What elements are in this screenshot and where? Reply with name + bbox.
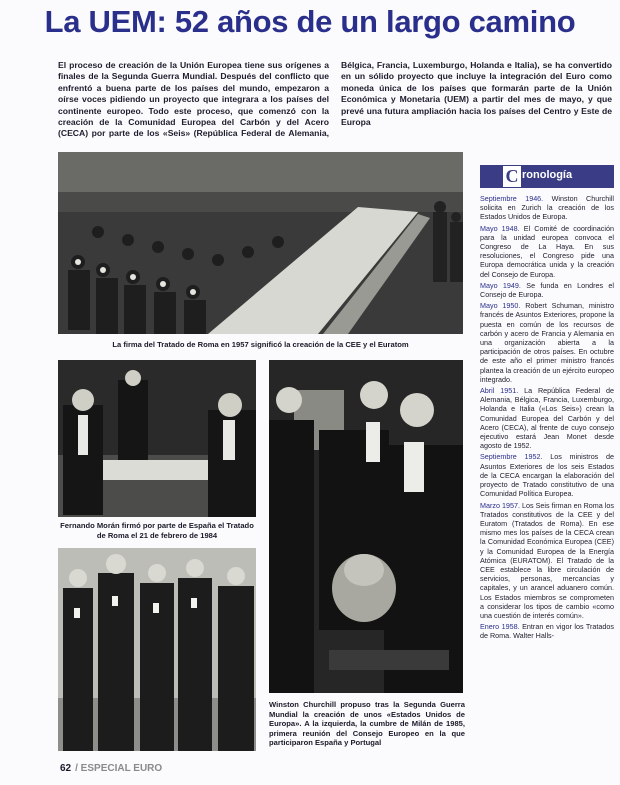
caption-treaty-of-rome: La firma del Tratado de Roma en 1957 significó la creación de la CEE y el Euratom	[112, 340, 409, 349]
page-title: La UEM: 52 años de un largo camino	[44, 4, 576, 39]
chronology-entry	[480, 622, 614, 640]
chronology-heading-text: ronología	[522, 169, 573, 181]
chronology-date: Septiembre 1946.	[480, 194, 544, 203]
chronology-date: Septiembre 1952.	[480, 452, 543, 462]
page-footer	[60, 763, 162, 774]
chronology-entry	[480, 501, 614, 621]
chronology-date: Mayo 1950.	[480, 301, 521, 311]
page-number: 62	[60, 763, 72, 774]
chronology-text: Entran en vigor los Tratados de Roma. Walter Halls-	[480, 622, 614, 641]
intro-paragraph: El proceso de creación de la Unión Europea tiene sus orígenes a finales de la Segunda Guerra Mundial. Después del conflicto que enfrentó a buena parte de los países del mundo, empezaron a oírse voces pidiendo un proyecto que integrara a los países del continente europeo. Todo este proceso, que comenzó con la creación de la Comunidad Europea del Carbón y del Acero (CECA) por parte de los «Seis» (República Federal de Alemania, Bélgica, Francia, Luxemburgo, Holanda e Italia), se ha convertido en un sólido proyecto que incluye la integración del Euro como moneda única de los países que formarán parte de la Unión Económica y Monetaria (UEM) a partir del mes de mayo, y que prevé una futura ampliación hacia los países del Centro y Este de Europa	[58, 60, 612, 139]
chronology-date: Mayo 1949.	[480, 280, 521, 290]
chronology-entry	[480, 224, 614, 279]
photo-milan-summit	[58, 548, 256, 751]
caption-winston-churchill: Winston Churchill propuso tras la Segunda Guerra Mundial la creación de unos «Estados Unidos de Europa». A la izquierda, la cumbre de Milán de 1985, primera reunión del Consejo Europeo en la que participaron España y Portugal	[269, 700, 465, 748]
chronology-text: Winston Churchill solicita en Zurich la creación de los Estados Unidos de Europa.	[480, 194, 614, 222]
chronology-entry	[480, 281, 614, 299]
chronology-heading	[480, 165, 614, 188]
chronology-text: Los Seis firman en Roma los Tratados constitutivos de la CEE y del Euratom (Tratados de Roma). En ese mismo mes los países de la CECA crean la Comunidad Económica Europea (CEE) y la Comunidad Europea de la Energía Atómica (EURATOM). El Tratado de la CEE establece la libre circulación de servicios, personas, mercancías y capitales, y un arancel aduanero común. Los Estados miembros se comprometen a considerar los tipos de cambio «como una cuestión de interés común».	[480, 500, 614, 620]
chronology-text: La República Federal de Alemania, Bélgica, Francia, Luxemburgo, Holanda e Italia («Los Seis») crean la Comunidad Europea del Carbón y del Acero (CECA), al frente de cuyo consejo ejecutivo estará Jean Monet desde agosto de 1952.	[480, 386, 614, 451]
caption-fernando-moran: Fernando Morán firmó por parte de España el Tratado de Roma el 21 de febrero de 1984	[60, 521, 254, 540]
photo-fernando-moran	[58, 360, 256, 517]
section-name: / ESPECIAL EURO	[75, 763, 163, 774]
chronology-entry	[480, 194, 614, 222]
chronology-date: Marzo 1957.	[480, 500, 520, 510]
chronology-date: Abril 1951.	[480, 386, 519, 396]
chronology-text: El Comité de coordinación para la unidad europea convoca el Congreso de La Haya. En sus resoluciones, el Congreso pide una Europa democrática unida y la creación del Consejo de Europa.	[480, 223, 614, 279]
photo-treaty-of-rome	[58, 152, 463, 334]
chronology-entry	[480, 452, 614, 498]
photo-winston-churchill	[269, 360, 463, 693]
chronology-text: Los ministros de Asuntos Exteriores de los seis Estados de la CECA encargan la elaboración del proyecto de Tratado constitutivo de una Comunidad Política Europea.	[480, 452, 614, 499]
chronology-list	[480, 194, 614, 754]
chronology-date: Mayo 1948.	[480, 223, 520, 233]
chronology-text: Se funda en Londres el Consejo de Europa.	[480, 280, 614, 300]
chronology-entry	[480, 301, 614, 384]
chronology-text: Robert Schuman, ministro francés de Asuntos Exteriores, propone la puesta en común de los recursos de carbón y acero de Francia y Alemania en una organización abierta a la participación de otros países. En octubre de este año el primer ministro francés plantea la creación de un ejército europeo integrado.	[480, 301, 614, 384]
chronology-entry	[480, 386, 614, 450]
chronology-date: Enero 1958.	[480, 622, 520, 632]
chronology-initial: C	[503, 166, 521, 187]
